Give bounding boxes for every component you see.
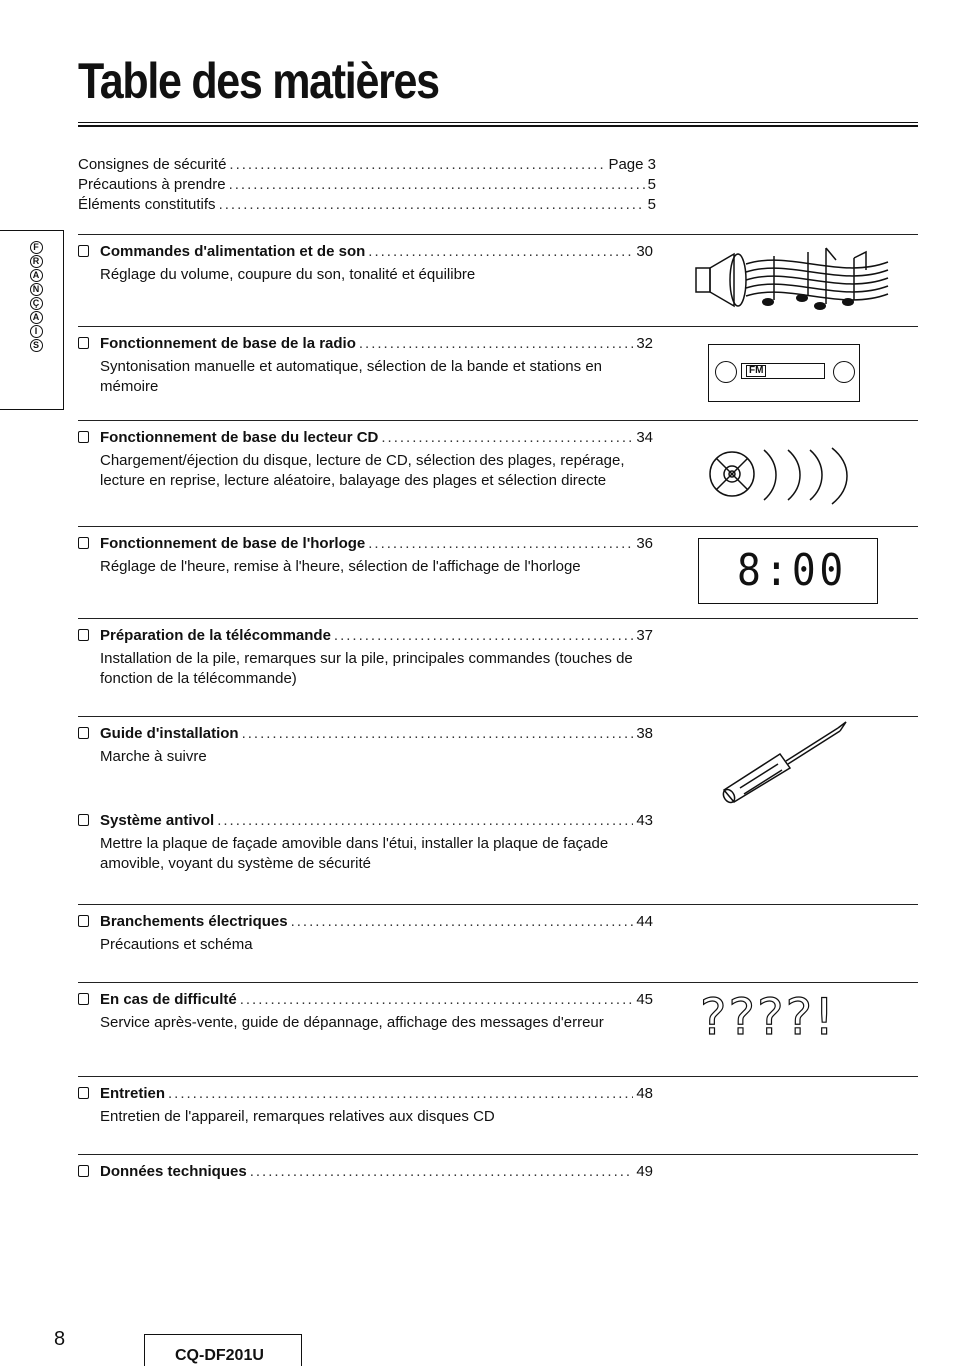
clock-display-illustration bbox=[698, 538, 878, 604]
intro-page: 5 bbox=[647, 196, 656, 213]
tab-letter: R bbox=[30, 255, 43, 268]
tab-letter: S bbox=[30, 339, 43, 352]
section-heading: Données techniques bbox=[100, 1163, 247, 1180]
page-title: Table des matières bbox=[78, 53, 439, 109]
leader-dots bbox=[168, 1085, 633, 1102]
checkbox-square-icon bbox=[78, 431, 89, 443]
toc-entry[interactable] bbox=[78, 429, 653, 446]
section-page: 44 bbox=[636, 913, 653, 930]
checkbox-square-icon bbox=[78, 727, 89, 739]
section-heading: Commandes d'alimentation et de son bbox=[100, 243, 366, 260]
leader-dots bbox=[368, 243, 633, 260]
band-label: FM bbox=[746, 365, 766, 377]
section-description: Service après-vente, guide de dépannage, affichage des messages d'erreur bbox=[100, 1014, 604, 1031]
intro-label: Précautions à prendre bbox=[78, 176, 226, 193]
intro-page: Page 3 bbox=[608, 156, 656, 173]
leader-dots bbox=[217, 812, 633, 829]
toc-section bbox=[78, 804, 918, 904]
toc-entry[interactable] bbox=[78, 627, 653, 644]
section-description: Réglage du volume, coupure du son, tonalité et équilibre bbox=[100, 266, 476, 283]
section-page: 30 bbox=[636, 243, 653, 260]
error-marks-text: ????! bbox=[700, 988, 837, 1046]
section-page: 38 bbox=[636, 725, 653, 742]
section-heading: Entretien bbox=[100, 1085, 166, 1102]
tab-letter: F bbox=[30, 241, 43, 254]
language-tab-letters bbox=[28, 241, 44, 353]
toc-section bbox=[78, 1076, 918, 1155]
radio-display-window bbox=[741, 363, 825, 379]
leader-dots bbox=[219, 196, 645, 213]
section-heading: Préparation de la télécommande bbox=[100, 627, 331, 644]
section-description: Chargement/éjection du disque, lecture de CD, sélection des plages, repérage, lecture en reprise, lecture aléatoire, balayage des plages et sélection directe bbox=[100, 452, 625, 489]
toc-entry[interactable] bbox=[78, 725, 653, 742]
section-heading: En cas de difficulté bbox=[100, 991, 237, 1008]
checkbox-square-icon bbox=[78, 629, 89, 641]
section-heading: Fonctionnement de base de l'horloge bbox=[100, 535, 366, 552]
leader-dots bbox=[381, 429, 633, 446]
section-description: Syntonisation manuelle et automatique, sélection de la bande et stations en mémoire bbox=[100, 358, 603, 395]
section-page: 37 bbox=[636, 627, 653, 644]
toc-section bbox=[78, 904, 918, 983]
leader-dots bbox=[291, 913, 634, 930]
section-description: Réglage de l'heure, remise à l'heure, sélection de l'affichage de l'horloge bbox=[100, 558, 581, 575]
tab-letter: Ç bbox=[30, 297, 43, 310]
section-description: Précautions et schéma bbox=[100, 936, 253, 953]
radio-unit-illustration bbox=[708, 344, 860, 402]
error-question-marks bbox=[700, 988, 870, 1064]
checkbox-square-icon bbox=[78, 915, 89, 927]
intro-item[interactable] bbox=[78, 196, 656, 216]
section-page: 36 bbox=[636, 535, 653, 552]
leader-dots bbox=[250, 1163, 634, 1180]
leader-dots bbox=[229, 156, 605, 173]
clock-digits: 8:00 bbox=[737, 545, 847, 596]
section-page: 43 bbox=[636, 812, 653, 829]
toc-entry[interactable] bbox=[78, 1085, 653, 1102]
toc-entry[interactable] bbox=[78, 335, 653, 352]
section-description: Installation de la pile, remarques sur la pile, principales commandes (touches de fonction de la télécommande) bbox=[100, 650, 633, 687]
toc-entry[interactable] bbox=[78, 243, 653, 260]
knob-left-icon bbox=[715, 361, 737, 383]
tab-letter: A bbox=[30, 311, 43, 324]
section-page: 48 bbox=[636, 1085, 653, 1102]
toc-section bbox=[78, 1154, 918, 1195]
model-label-box bbox=[144, 1334, 302, 1366]
leader-dots bbox=[334, 627, 633, 644]
leader-dots bbox=[240, 991, 634, 1008]
checkbox-square-icon bbox=[78, 1165, 89, 1177]
knob-right-icon bbox=[833, 361, 855, 383]
checkbox-square-icon bbox=[78, 993, 89, 1005]
section-heading: Fonctionnement de base de la radio bbox=[100, 335, 356, 352]
screwdriver-icon bbox=[720, 718, 850, 804]
speaker-music-icon bbox=[690, 240, 900, 320]
checkbox-square-icon bbox=[78, 1087, 89, 1099]
intro-page: 5 bbox=[647, 176, 656, 193]
toc-entry[interactable] bbox=[78, 535, 653, 552]
section-page: 45 bbox=[636, 991, 653, 1008]
section-heading: Système antivol bbox=[100, 812, 215, 829]
toc-entry[interactable] bbox=[78, 991, 653, 1008]
toc-entry[interactable] bbox=[78, 812, 653, 829]
toc-section bbox=[78, 618, 918, 717]
language-tab bbox=[0, 230, 64, 410]
intro-label: Consignes de sécurité bbox=[78, 156, 227, 173]
leader-dots bbox=[242, 725, 634, 742]
checkbox-square-icon bbox=[78, 337, 89, 349]
checkbox-square-icon bbox=[78, 537, 89, 549]
section-heading: Guide d'installation bbox=[100, 725, 239, 742]
section-description: Entretien de l'appareil, remarques relatives aux disques CD bbox=[100, 1108, 495, 1125]
checkbox-square-icon bbox=[78, 814, 89, 826]
section-heading: Branchements électriques bbox=[100, 913, 288, 930]
tab-letter: N bbox=[30, 283, 43, 296]
intro-item[interactable] bbox=[78, 156, 656, 176]
cd-disc-icon bbox=[704, 440, 864, 510]
tab-letter: A bbox=[30, 269, 43, 282]
checkbox-square-icon bbox=[78, 245, 89, 257]
toc-entry[interactable] bbox=[78, 1163, 653, 1180]
leader-dots bbox=[229, 176, 645, 193]
section-page: 49 bbox=[636, 1163, 653, 1180]
section-page: 32 bbox=[636, 335, 653, 352]
leader-dots bbox=[359, 335, 633, 352]
section-page: 34 bbox=[636, 429, 653, 446]
intro-item[interactable] bbox=[78, 176, 656, 196]
toc-entry[interactable] bbox=[78, 913, 653, 930]
page-number: 8 bbox=[54, 1328, 66, 1350]
section-description: Mettre la plaque de façade amovible dans l'étui, installer la plaque de façade amovible, voyant du système de sécurité bbox=[100, 835, 609, 872]
model-name: CQ-DF201U bbox=[175, 1347, 264, 1364]
intro-list bbox=[78, 156, 656, 216]
section-description: Marche à suivre bbox=[100, 748, 207, 765]
title-rule bbox=[78, 122, 918, 127]
leader-dots bbox=[368, 535, 633, 552]
section-heading: Fonctionnement de base du lecteur CD bbox=[100, 429, 379, 446]
intro-label: Éléments constitutifs bbox=[78, 196, 216, 213]
tab-letter: I bbox=[30, 325, 43, 338]
